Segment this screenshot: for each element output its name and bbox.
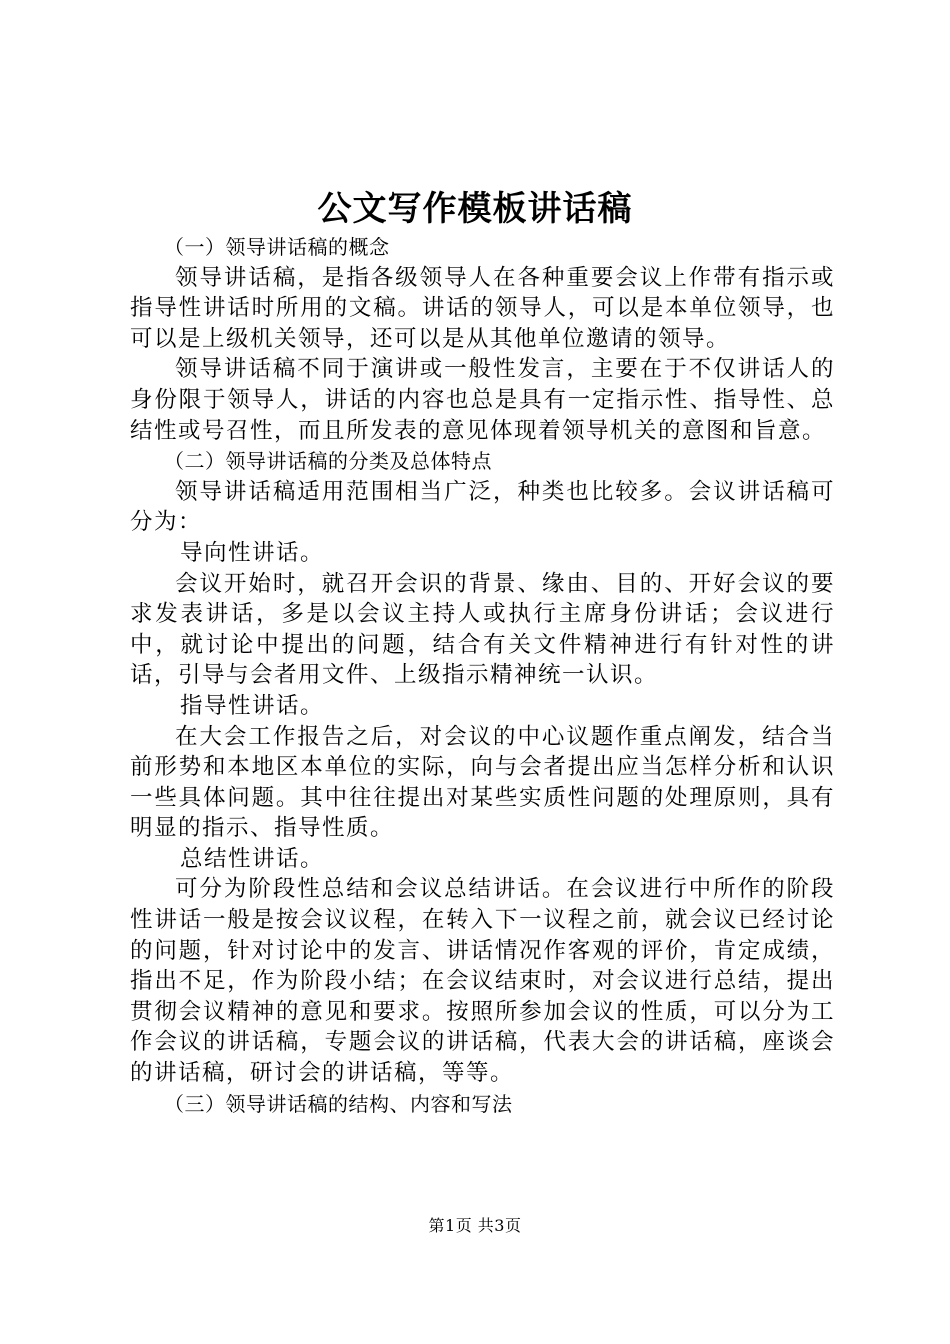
subheading-summary: 总结性讲话。 [180, 845, 325, 872]
section-heading-2: （二）领导讲话稿的分类及总体特点 [164, 449, 492, 474]
subheading-guiding: 导向性讲话。 [180, 539, 325, 566]
document-body [130, 232, 835, 1119]
page-footer: 第1页 共3页 [428, 1216, 522, 1235]
paragraph-definition: 领导讲话稿，是指各级领导人在各种重要会议上作带有指示或指导性讲话时所用的文稿。讲话的领导人，可以是本单位领导，也可以是上级机关领导，还可以是从其他单位邀请的领导。 [130, 264, 835, 352]
paragraph-directive: 在大会工作报告之后，对会议的中心议题作重点阐发，结合当前形势和本地区本单位的实际，向与会者提出应当怎样分析和认识一些具体问题。其中往往提出对某些实质性问题的处理原则，具有明显的指示、指导性质。 [130, 723, 835, 842]
paragraph-guiding: 会议开始时，就召开会识的背景、缘由、目的、开好会议的要求发表讲话，多是以会议主持人或执行主席身份讲话；会议进行中，就讨论中提出的问题，结合有关文件精神进行有针对性的讲话，引导与会者用文件、上级指示精神统一认识。 [130, 570, 835, 689]
section-heading-3: （三）领导讲话稿的结构、内容和写法 [164, 1091, 513, 1116]
paragraph-scope: 领导讲话稿适用范围相当广泛，种类也比较多。会议讲话稿可分为： [130, 478, 835, 536]
subheading-directive: 指导性讲话。 [180, 692, 325, 719]
paragraph-difference: 领导讲话稿不同于演讲或一般性发言，主要在于不仅讲话人的身份限于领导人，讲话的内容也总是具有一定指示性、指导性、总结性或号召性，而且所发表的意见体现着领导机关的意图和旨意。 [130, 356, 835, 444]
section-heading-1: （一）领导讲话稿的概念 [164, 235, 390, 259]
paragraph-summary: 可分为阶段性总结和会议总结讲话。在会议进行中所作的阶段性讲话一般是按会议议程，在转入下一议程之前，就会议已经讨论的问题，针对讨论中的发言、讲话情况作客观的评价，肯定成绩，指出不足，作为阶段小结；在会议结束时，对会议进行总结，提出贯彻会议精神的意见和要求。按照所参加会议的性质，可以分为工作会议的讲话稿，专题会议的讲话稿，代表大会的讲话稿，座谈会的讲话稿，研讨会的讲话稿，等等。 [130, 876, 835, 1087]
document-title: 公文写作模板讲话稿 [317, 189, 633, 229]
